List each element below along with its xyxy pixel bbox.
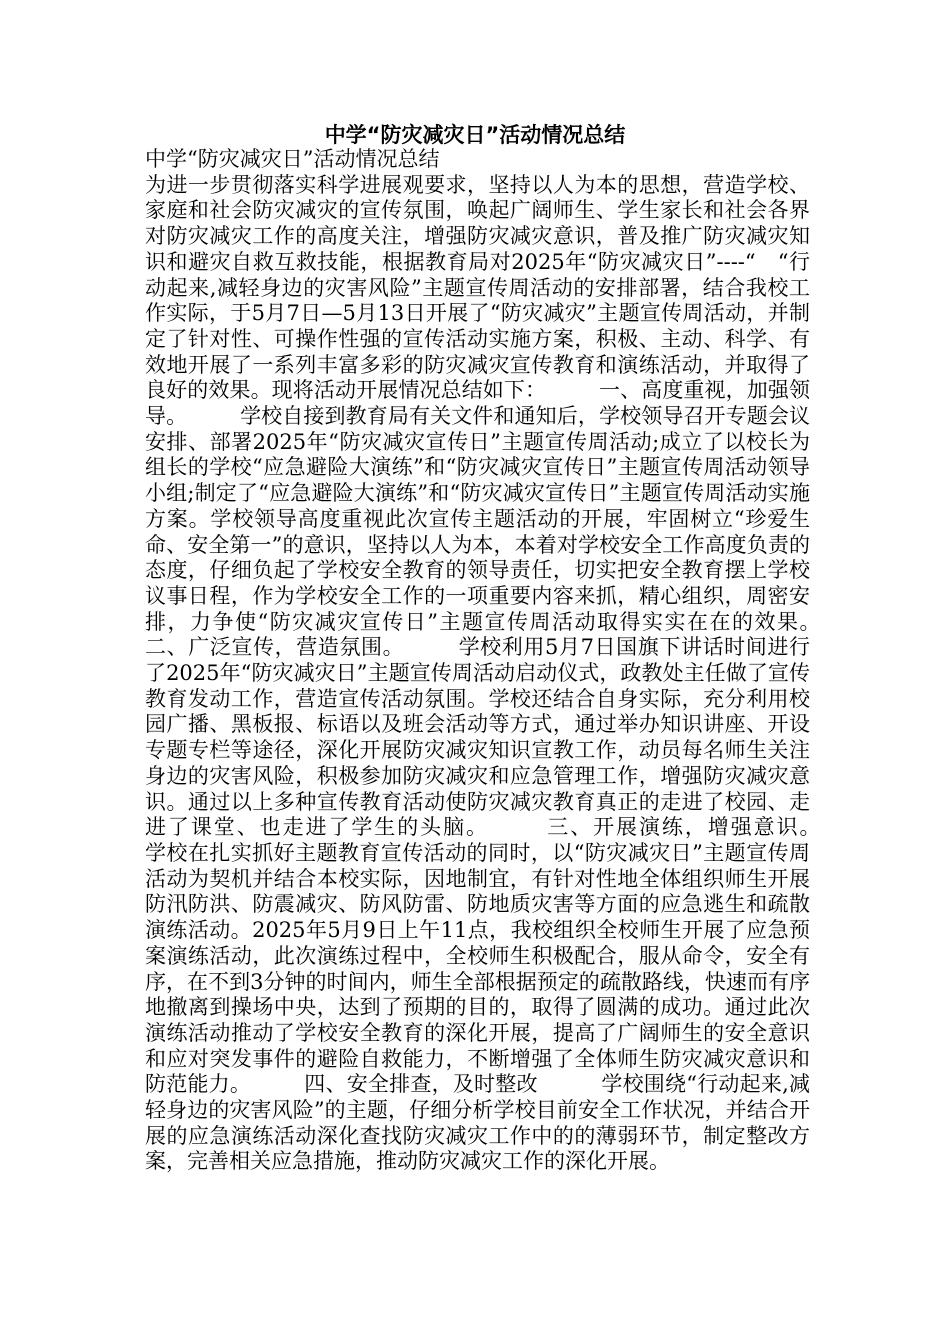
document-paragraph: 为进一步贯彻落实科学进展观要求，坚持以人为本的思想，营造学校、家庭和社会防灾减灾的宣传氛围，唤起广阔师生、学生家长和社会各界对防灾减灾工作的高度关注，增强防灾减灾意识，普及推广防灾减灾知识和避灾自救互救技能，根据教育局对2025年“防灾减灾日”----“ “行动起来,减轻身边的灾害风险”主题宣传周活动的安排部署，结合我校工作实际，于5月7日—5月13日开展了“防灾减灾”主题宣传周活动，并制定了针对性、可操作性强的宣传活动实施方案，积极、主动、科学、有效地开展了一系列丰富多彩的防灾减灾宣传教育和演练活动，并取得了良好的效果。现将活动开展情况总结如下： 一、高度重视，加强领导。 学校自接到教育局有关文件和通知后，学校领导召开专题会议安排、部署2025年“防灾减灾宣传日”主题宣传周活动;成立了以校长为组长的学校“应急避险大演练”和“防灾减灾宣传日”主题宣传周活动领导小组;制定了“应急避险大演练”和“防灾减灾宣传日”主题宣传周活动实施方案。学校领导高度重视此次宣传主题活动的开展，牢固树立“珍爱生命、安全第一”的意识，坚持以人为本，本着对学校安全工作高度负责的态度，仔细负起了学校安全教育的领导责任，切实把安全教育摆上学校议事日程，作为学校安全工作的一项重要内容来抓，精心组织，周密安排，力争使“防灾减灾宣传日”主题宣传周活动取得实实在在的效果。 二、广泛宣传，营造氛围。 学校利用5月7日国旗下讲话时间进行了2025年“防灾减灾日”主题宣传周活动启动仪式，政教处主任做了宣传教育发动工作，营造宣传活动氛围。学校还结合自身实际，充分利用校园广播、黑板报、标语以及班会活动等方式，通过举办知识讲座、开设专题专栏等途径，深化开展防灾减灾知识宣教工作，动员每名师生关注身边的灾害风险，积极参加防灾减灾和应急管理工作，增强防灾减灾意识。通过以上多种宣传教育活动使防灾减灾教育真正的走进了校园、走进了课堂、也走进了学生的头脑。 三、开展演练，增强意识。 学校在扎实抓好主题教育宣传活动的同时，以“防灾减灾日”主题宣传周活动为契机并结合本校实际，因地制宜，有针对性地全体组织师生开展防汛防洪、防震减灾、防风防雷、防地质灾害等方面的应急逃生和疏散演练活动。2025年5月9日上午11点，我校组织全校师生开展了应急预案演练活动，此次演练过程中，全校师生积极配合，服从命令，安全有序，在不到3分钟的时间内，师生全部根据预定的疏散路线，快速而有序地撤离到操场中央，达到了预期的目的，取得了圆满的成功。通过此次演练活动推动了学校安全教育的深化开展，提高了广阔师生的安全意识和应对突发事件的避险自救能力，不断增强了全体师生防灾减灾意识和防范能力。 四、安全排查，及时整改 学校围绕“行动起来,减轻身边的灾害风险”的主题，仔细分析学校目前安全工作状况，并结合开展的应急演练活动深化查找防灾减灾工作中的的薄弱环节，制定整改方案，完善相关应急措施，推动防灾减灾工作的深化开展。 (145, 172, 873, 1174)
document-subtitle: 中学“防灾减灾日”活动情况总结 (145, 147, 440, 171)
document-body (145, 147, 873, 1175)
document-title: 中学“防灾减灾日”活动情况总结 (324, 123, 626, 147)
